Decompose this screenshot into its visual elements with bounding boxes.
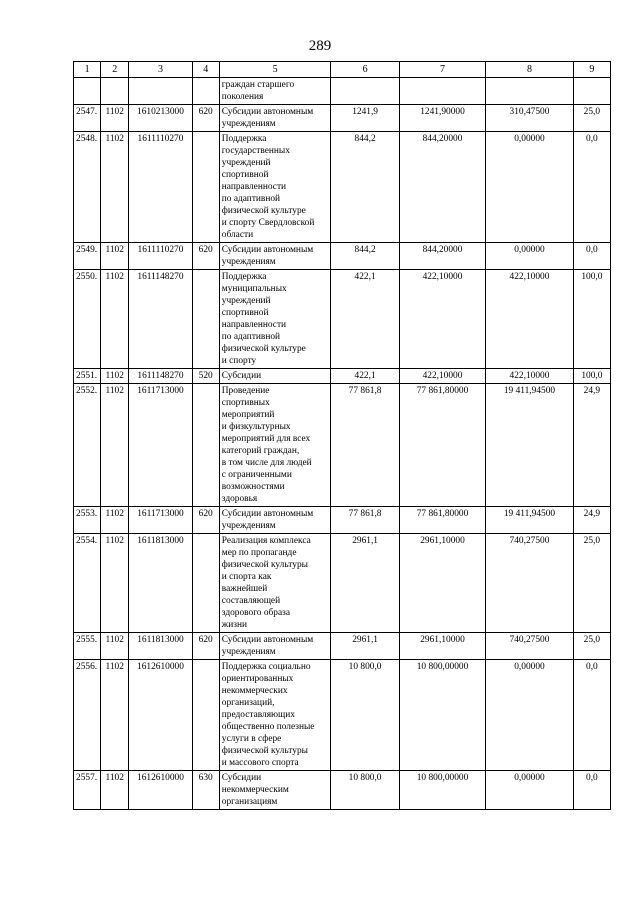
target-article-code: 1611813000 — [129, 534, 192, 633]
section-code: 1102 — [101, 660, 129, 771]
value-col9: 25,0 — [573, 633, 610, 660]
target-article-code: 1611813000 — [129, 633, 192, 660]
value-col9: 100,0 — [573, 270, 610, 369]
section-code: 1102 — [101, 507, 129, 534]
table-row — [74, 633, 611, 660]
expense-type-code: 520 — [192, 369, 219, 384]
expense-type-code: 620 — [192, 633, 219, 660]
item-name: Проведение спортивных мероприятий и физкультурных мероприятий для всех категорий граждан, в том числе для людей с ограниченными возможностями здоровья — [219, 384, 331, 507]
expense-type-code — [192, 270, 219, 369]
item-name: Реализация комплекса мер по пропаганде физической культуры и спорта как важнейшей составляющей здорового образа жизни — [219, 534, 331, 633]
value-col8: 740,27500 — [486, 633, 573, 660]
target-article-code — [129, 78, 192, 105]
value-col9: 0,0 — [573, 771, 610, 810]
target-article-code: 1611110270 — [129, 132, 192, 243]
column-header: 5 — [219, 62, 331, 78]
row-number: 2554. — [74, 534, 101, 633]
value-col6: 2961,1 — [331, 633, 399, 660]
section-code: 1102 — [101, 384, 129, 507]
expense-type-code — [192, 78, 219, 105]
value-col9: 0,0 — [573, 660, 610, 771]
value-col8: 0,00000 — [486, 132, 573, 243]
section-code: 1102 — [101, 105, 129, 132]
value-col8: 422,10000 — [486, 270, 573, 369]
value-col6: 77 861,8 — [331, 384, 399, 507]
section-code: 1102 — [101, 534, 129, 633]
row-number: 2549. — [74, 243, 101, 270]
value-col7 — [399, 78, 485, 105]
value-col6: 2961,1 — [331, 534, 399, 633]
value-col8: 422,10000 — [486, 369, 573, 384]
value-col7: 844,20000 — [399, 243, 485, 270]
item-name: Субсидии автономным учреждениям — [219, 105, 331, 132]
value-col9: 25,0 — [573, 534, 610, 633]
value-col6: 422,1 — [331, 369, 399, 384]
expense-type-code — [192, 660, 219, 771]
item-name: Субсидии автономным учреждениям — [219, 243, 331, 270]
section-code: 1102 — [101, 243, 129, 270]
value-col6: 422,1 — [331, 270, 399, 369]
column-header: 1 — [74, 62, 101, 78]
table-header-row — [74, 62, 611, 78]
value-col7: 10 800,00000 — [399, 771, 485, 810]
row-number: 2557. — [74, 771, 101, 810]
value-col6: 844,2 — [331, 243, 399, 270]
column-header: 3 — [129, 62, 192, 78]
value-col8: 310,47500 — [486, 105, 573, 132]
item-name: граждан старшего поколения — [219, 78, 331, 105]
expense-type-code — [192, 534, 219, 633]
value-col7: 1241,90000 — [399, 105, 485, 132]
expense-type-code: 630 — [192, 771, 219, 810]
column-header: 7 — [399, 62, 485, 78]
row-number: 2552. — [74, 384, 101, 507]
value-col7: 844,20000 — [399, 132, 485, 243]
row-number — [74, 78, 101, 105]
value-col7: 77 861,80000 — [399, 384, 485, 507]
target-article-code: 1612610000 — [129, 771, 192, 810]
item-name: Поддержка государственных учреждений спортивной направленности по адаптивной физической культуре и спорту Свердловской области — [219, 132, 331, 243]
table-row — [74, 105, 611, 132]
value-col6 — [331, 78, 399, 105]
table-row — [74, 771, 611, 810]
table-row — [74, 78, 611, 105]
value-col9: 0,0 — [573, 132, 610, 243]
item-name: Поддержка социально ориентированных некоммерческих организаций, предоставляющих общественно полезные услуги в сфере физической культуры и массового спорта — [219, 660, 331, 771]
section-code — [101, 78, 129, 105]
row-number: 2556. — [74, 660, 101, 771]
section-code: 1102 — [101, 633, 129, 660]
value-col7: 77 861,80000 — [399, 507, 485, 534]
value-col8: 19 411,94500 — [486, 384, 573, 507]
value-col9: 24,9 — [573, 507, 610, 534]
value-col7: 422,10000 — [399, 270, 485, 369]
section-code: 1102 — [101, 771, 129, 810]
value-col6: 10 800,0 — [331, 660, 399, 771]
expense-type-code: 620 — [192, 243, 219, 270]
expense-type-code — [192, 384, 219, 507]
value-col6: 844,2 — [331, 132, 399, 243]
value-col9: 100,0 — [573, 369, 610, 384]
table-row — [74, 243, 611, 270]
value-col8: 0,00000 — [486, 243, 573, 270]
value-col6: 1241,9 — [331, 105, 399, 132]
value-col6: 10 800,0 — [331, 771, 399, 810]
value-col7: 2961,10000 — [399, 534, 485, 633]
table-row — [74, 660, 611, 771]
item-name: Субсидии автономным учреждениям — [219, 633, 331, 660]
column-header: 8 — [486, 62, 573, 78]
table-row — [74, 534, 611, 633]
item-name: Поддержка муниципальных учреждений спортивной направленности по адаптивной физической культуре и спорту — [219, 270, 331, 369]
table-row — [74, 132, 611, 243]
row-number: 2550. — [74, 270, 101, 369]
value-col9: 0,0 — [573, 243, 610, 270]
value-col7: 2961,10000 — [399, 633, 485, 660]
column-header: 4 — [192, 62, 219, 78]
table-row — [74, 507, 611, 534]
value-col8: 0,00000 — [486, 660, 573, 771]
row-number: 2553. — [74, 507, 101, 534]
section-code: 1102 — [101, 132, 129, 243]
expense-type-code — [192, 132, 219, 243]
expense-type-code: 620 — [192, 507, 219, 534]
table-row — [74, 369, 611, 384]
target-article-code: 1610213000 — [129, 105, 192, 132]
table-row — [74, 384, 611, 507]
target-article-code: 1611148270 — [129, 270, 192, 369]
value-col7: 10 800,00000 — [399, 660, 485, 771]
value-col8 — [486, 78, 573, 105]
value-col9 — [573, 78, 610, 105]
target-article-code: 1611148270 — [129, 369, 192, 384]
section-code: 1102 — [101, 270, 129, 369]
item-name: Субсидии — [219, 369, 331, 384]
column-header: 9 — [573, 62, 610, 78]
target-article-code: 1611110270 — [129, 243, 192, 270]
section-code: 1102 — [101, 369, 129, 384]
row-number: 2555. — [74, 633, 101, 660]
column-header: 2 — [101, 62, 129, 78]
budget-table — [73, 61, 611, 810]
table-row — [74, 270, 611, 369]
target-article-code: 1612610000 — [129, 660, 192, 771]
item-name: Субсидии некоммерческим организациям — [219, 771, 331, 810]
value-col9: 24,9 — [573, 384, 610, 507]
column-header: 6 — [331, 62, 399, 78]
value-col8: 0,00000 — [486, 771, 573, 810]
value-col8: 19 411,94500 — [486, 507, 573, 534]
target-article-code: 1611713000 — [129, 384, 192, 507]
value-col6: 77 861,8 — [331, 507, 399, 534]
value-col7: 422,10000 — [399, 369, 485, 384]
value-col9: 25,0 — [573, 105, 610, 132]
row-number: 2551. — [74, 369, 101, 384]
row-number: 2548. — [74, 132, 101, 243]
expense-type-code: 620 — [192, 105, 219, 132]
item-name: Субсидии автономным учреждениям — [219, 507, 331, 534]
target-article-code: 1611713000 — [129, 507, 192, 534]
row-number: 2547. — [74, 105, 101, 132]
page-number: 289 — [308, 38, 332, 54]
value-col8: 740,27500 — [486, 534, 573, 633]
